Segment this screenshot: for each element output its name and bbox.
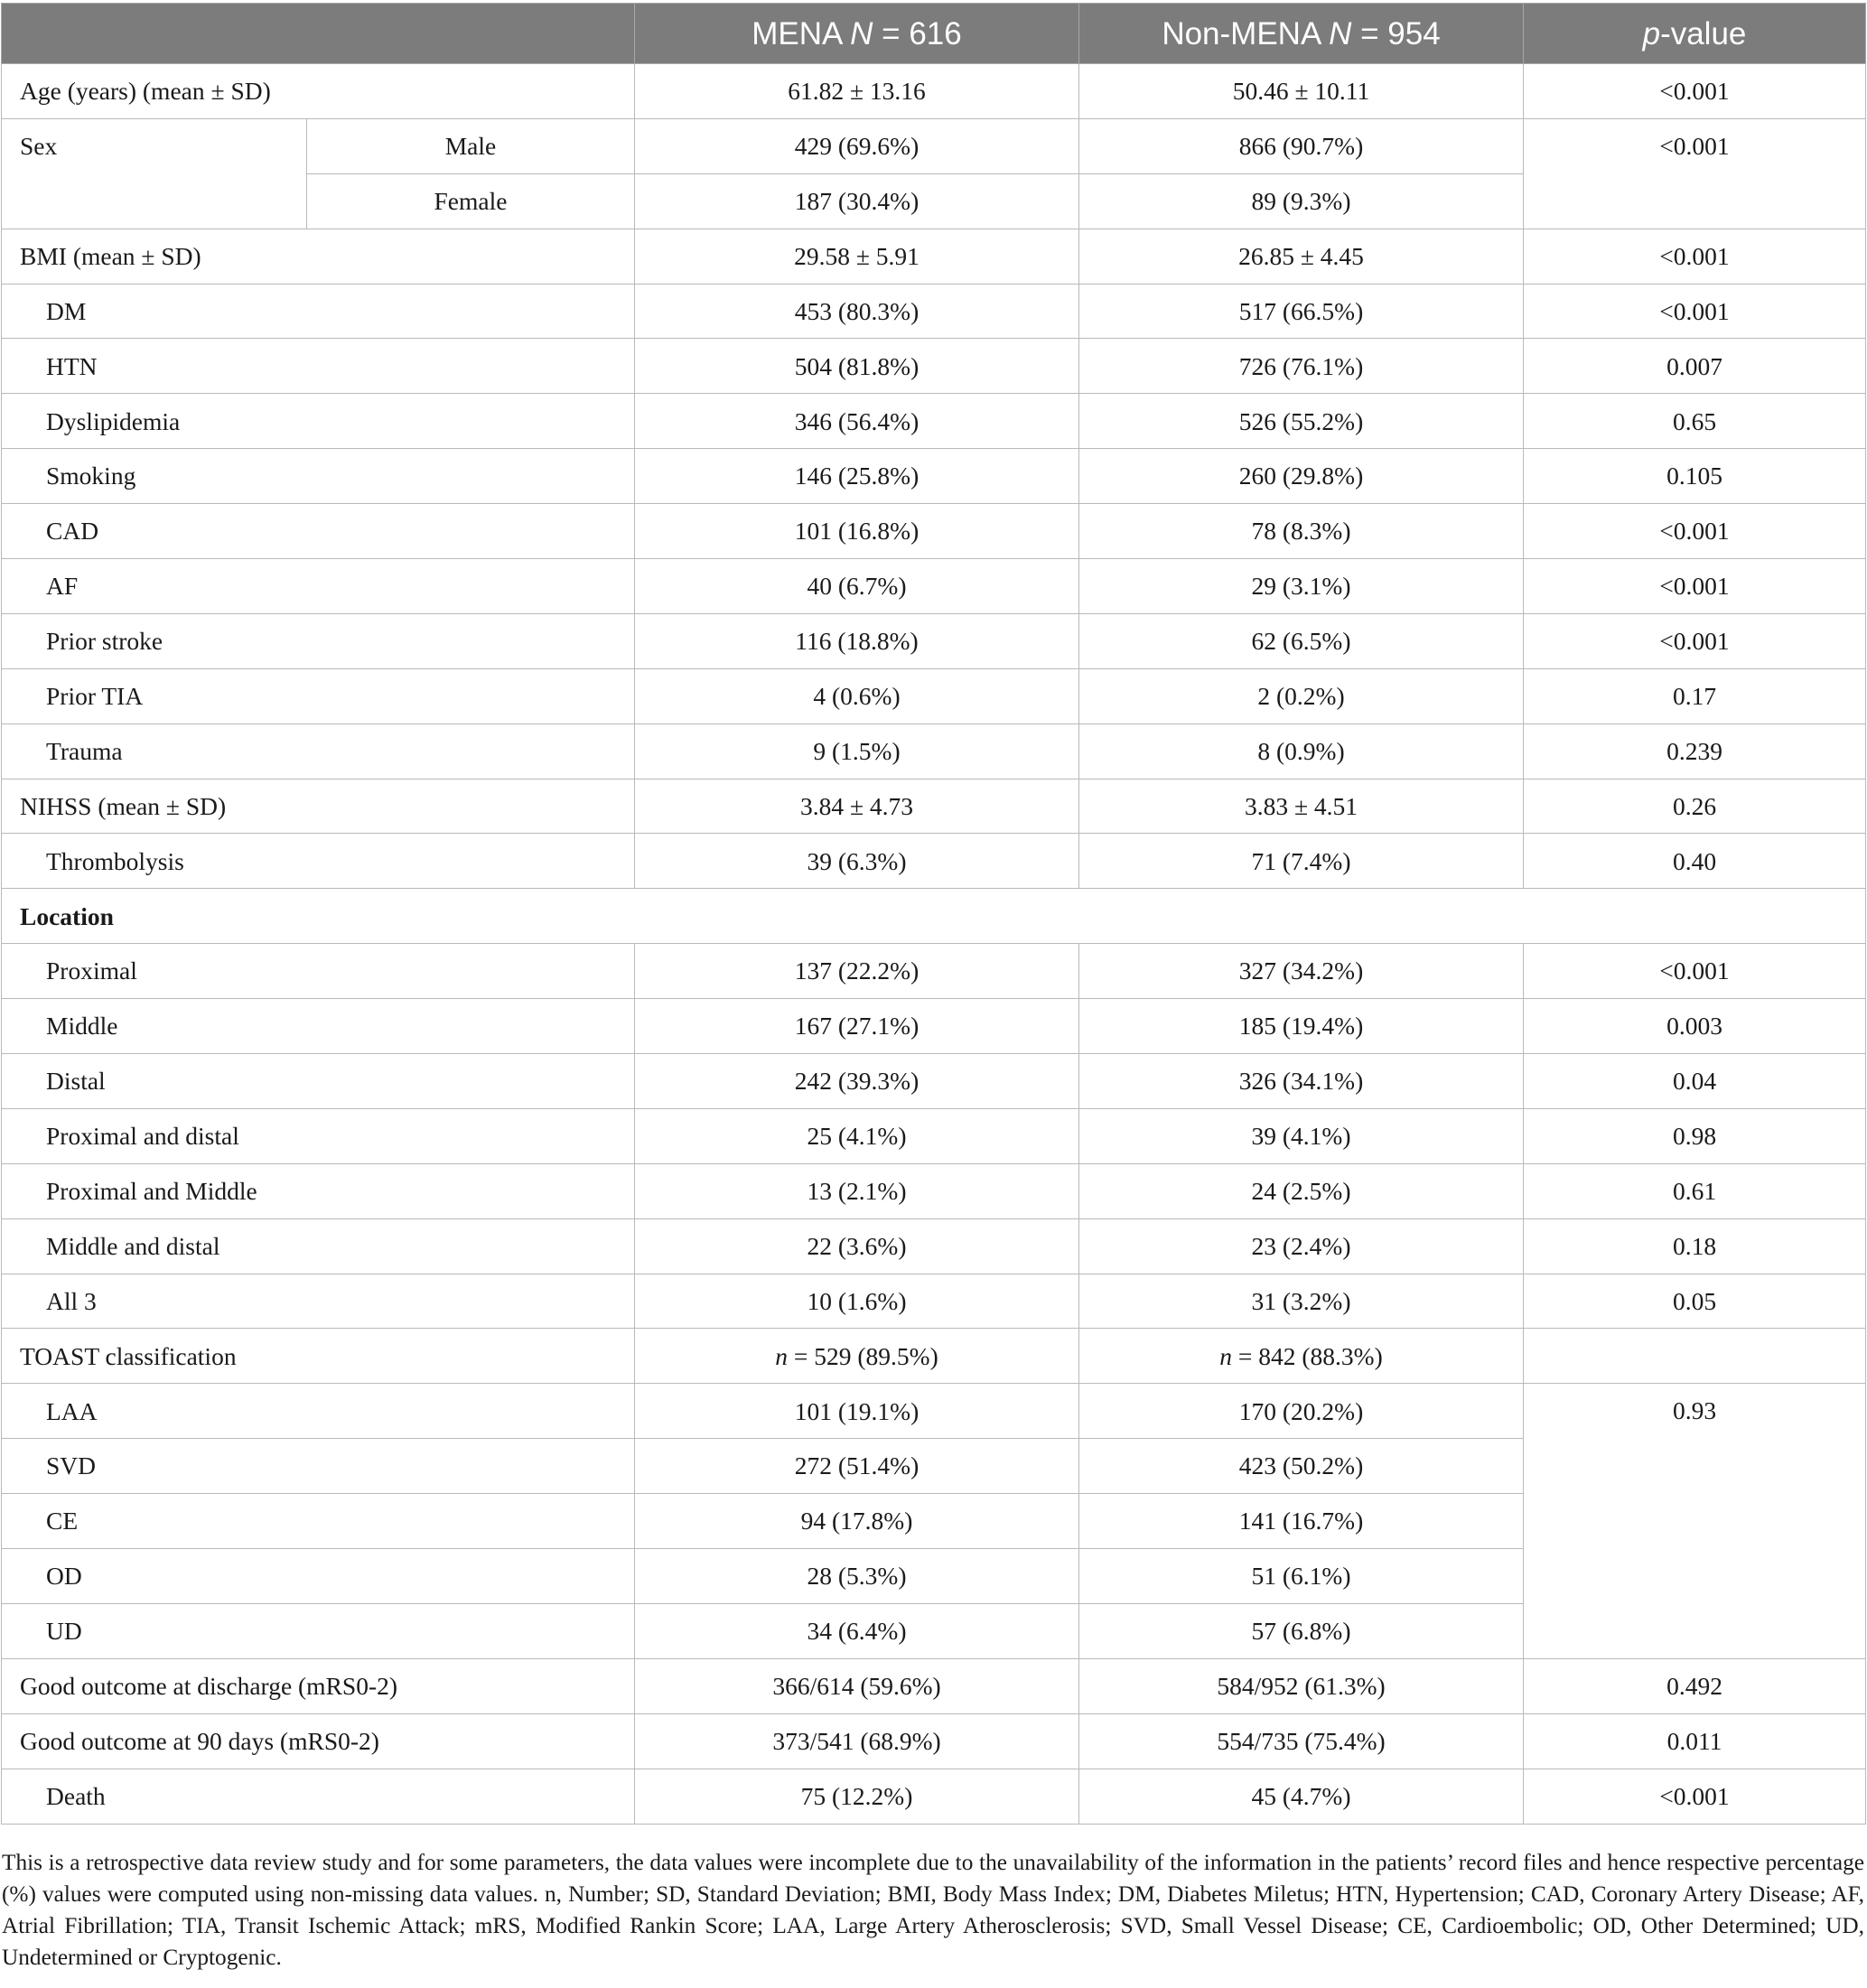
row-label: Smoking	[2, 449, 635, 504]
mena-value: 29.58 ± 5.91	[635, 229, 1079, 284]
mena-value: 101 (16.8%)	[635, 504, 1079, 559]
table-row-proximal	[2, 944, 1866, 999]
nonmena-value: 260 (29.8%)	[1079, 449, 1524, 504]
row-label: NIHSS (mean ± SD)	[2, 779, 635, 834]
row-label: DM	[2, 284, 635, 339]
mena-value: 116 (18.8%)	[635, 613, 1079, 668]
nonmena-value: 185 (19.4%)	[1079, 999, 1524, 1054]
mena-value: 373/541 (68.9%)	[635, 1713, 1079, 1769]
row-label: SVD	[2, 1439, 635, 1494]
toast-mena-n-symbol: n	[775, 1341, 788, 1370]
mena-value: 75 (12.2%)	[635, 1769, 1079, 1824]
table-body	[2, 64, 1866, 1825]
mena-value: 187 (30.4%)	[635, 173, 1079, 229]
row-label: HTN	[2, 339, 635, 394]
nonmena-value: 50.46 ± 10.11	[1079, 64, 1524, 119]
row-sublabel-male: Male	[307, 118, 635, 173]
p-value-sex: <0.001	[1524, 118, 1866, 229]
row-label: Dyslipidemia	[2, 394, 635, 449]
row-label: Good outcome at 90 days (mRS0-2)	[2, 1713, 635, 1769]
mena-value: 40 (6.7%)	[635, 559, 1079, 614]
mena-value: 346 (56.4%)	[635, 394, 1079, 449]
nonmena-value: 170 (20.2%)	[1079, 1384, 1524, 1439]
table-row-thrombolysis	[2, 834, 1866, 889]
table-row-prior-tia	[2, 668, 1866, 723]
row-label: BMI (mean ± SD)	[2, 229, 635, 284]
nonmena-value: 45 (4.7%)	[1079, 1769, 1524, 1824]
table-header	[2, 4, 1866, 64]
section-heading-location: Location	[2, 889, 1866, 944]
nonmena-value: 517 (66.5%)	[1079, 284, 1524, 339]
nonmena-value: 526 (55.2%)	[1079, 394, 1524, 449]
mena-value: 61.82 ± 13.16	[635, 64, 1079, 119]
p-value-empty	[1524, 1329, 1866, 1384]
table-row-good-outcome-discharge	[2, 1658, 1866, 1713]
nonmena-value: 39 (4.1%)	[1079, 1108, 1524, 1163]
header-p-suffix: -value	[1660, 15, 1747, 51]
p-value: 0.65	[1524, 394, 1866, 449]
header-p-value	[1524, 4, 1866, 64]
header-nonmena	[1079, 4, 1524, 64]
table-row-death	[2, 1769, 1866, 1824]
table-row-proximal-and-distal	[2, 1108, 1866, 1163]
p-value: 0.18	[1524, 1218, 1866, 1274]
nonmena-value: 726 (76.1%)	[1079, 339, 1524, 394]
p-value: 0.011	[1524, 1713, 1866, 1769]
row-label: UD	[2, 1603, 635, 1658]
p-value: <0.001	[1524, 229, 1866, 284]
header-p-symbol: p	[1642, 15, 1661, 51]
row-label: All 3	[2, 1274, 635, 1329]
table-row-proximal-and-middle	[2, 1163, 1866, 1218]
nonmena-value: 2 (0.2%)	[1079, 668, 1524, 723]
p-value: <0.001	[1524, 559, 1866, 614]
table-row-toast	[2, 1329, 1866, 1384]
table-row-good-outcome-90-days	[2, 1713, 1866, 1769]
p-value: <0.001	[1524, 284, 1866, 339]
table-footnote: This is a retrospective data review study and for some parameters, the data values were incomplete due to the unavailability of the information in the patients’ record files and hence respective percentage (%) values were computed using non-missing data values. n, Number; SD, Standard Deviation; BMI, Body Mass Index; DM, Diabetes Miletus; HTN, Hypertension; CAD, Coronary Artery Disease; AF, Atrial Fibrillation; TIA, Transit Ischemic Attack; mRS, Modified Rankin Score; LAA, Large Artery Atherosclerosis; SVD, Small Vessel Disease; CE, Cardioembolic; OD, Other Determined; UD, Undetermined or Cryptogenic.	[2, 1850, 1864, 1970]
nonmena-value: 57 (6.8%)	[1079, 1603, 1524, 1658]
mena-value: 146 (25.8%)	[635, 449, 1079, 504]
mena-value: 22 (3.6%)	[635, 1218, 1079, 1274]
row-label: CAD	[2, 504, 635, 559]
header-row	[2, 4, 1866, 64]
header-mena-n-symbol: N	[850, 15, 873, 51]
row-label: Distal	[2, 1054, 635, 1109]
row-label: CE	[2, 1494, 635, 1549]
nonmena-value: 51 (6.1%)	[1079, 1549, 1524, 1604]
table-row-distal	[2, 1054, 1866, 1109]
table-row-dm	[2, 284, 1866, 339]
nonmena-value: 24 (2.5%)	[1079, 1163, 1524, 1218]
mena-value: 272 (51.4%)	[635, 1439, 1079, 1494]
row-label: LAA	[2, 1384, 635, 1439]
table-row-location-heading	[2, 889, 1866, 944]
nonmena-value: 29 (3.1%)	[1079, 559, 1524, 614]
row-label: Middle and distal	[2, 1218, 635, 1274]
toast-nonmena-count: = 842 (88.3%)	[1232, 1341, 1383, 1370]
row-label: OD	[2, 1549, 635, 1604]
nonmena-value: 141 (16.7%)	[1079, 1494, 1524, 1549]
header-nonmena-n-symbol: N	[1329, 15, 1352, 51]
mena-value: 137 (22.2%)	[635, 944, 1079, 999]
row-label: Trauma	[2, 723, 635, 779]
row-label: Good outcome at discharge (mRS0-2)	[2, 1658, 635, 1713]
nonmena-value	[1079, 1329, 1524, 1384]
table-row-laa	[2, 1384, 1866, 1439]
table-row-htn	[2, 339, 1866, 394]
mena-value: 13 (2.1%)	[635, 1163, 1079, 1218]
table-row-middle	[2, 999, 1866, 1054]
p-value: 0.007	[1524, 339, 1866, 394]
nonmena-value: 23 (2.4%)	[1079, 1218, 1524, 1274]
header-blank-cell	[2, 4, 635, 64]
nonmena-value: 31 (3.2%)	[1079, 1274, 1524, 1329]
mena-value: 242 (39.3%)	[635, 1054, 1079, 1109]
mena-value: 25 (4.1%)	[635, 1108, 1079, 1163]
nonmena-value: 26.85 ± 4.45	[1079, 229, 1524, 284]
toast-nonmena-n-symbol: n	[1219, 1341, 1232, 1370]
row-label: Prior TIA	[2, 668, 635, 723]
mena-value: 34 (6.4%)	[635, 1603, 1079, 1658]
row-label: TOAST classification	[2, 1329, 635, 1384]
table-row-smoking	[2, 449, 1866, 504]
nonmena-value: 71 (7.4%)	[1079, 834, 1524, 889]
table-row-age	[2, 64, 1866, 119]
p-value: 0.105	[1524, 449, 1866, 504]
mena-value: 453 (80.3%)	[635, 284, 1079, 339]
p-value: <0.001	[1524, 504, 1866, 559]
header-mena-label: MENA	[751, 15, 842, 51]
p-value: <0.001	[1524, 64, 1866, 119]
mena-value: 429 (69.6%)	[635, 118, 1079, 173]
p-value: <0.001	[1524, 1769, 1866, 1824]
table-row-af	[2, 559, 1866, 614]
row-label-sex: Sex	[2, 118, 307, 229]
table-row-nihss	[2, 779, 1866, 834]
mena-value: 3.84 ± 4.73	[635, 779, 1079, 834]
nonmena-value: 584/952 (61.3%)	[1079, 1658, 1524, 1713]
mena-value: 9 (1.5%)	[635, 723, 1079, 779]
row-label: Proximal and Middle	[2, 1163, 635, 1218]
nonmena-value: 3.83 ± 4.51	[1079, 779, 1524, 834]
mena-value: 504 (81.8%)	[635, 339, 1079, 394]
nonmena-value: 89 (9.3%)	[1079, 173, 1524, 229]
table-row-prior-stroke	[2, 613, 1866, 668]
nonmena-value: 554/735 (75.4%)	[1079, 1713, 1524, 1769]
nonmena-value: 423 (50.2%)	[1079, 1439, 1524, 1494]
p-value: 0.239	[1524, 723, 1866, 779]
row-label: Proximal	[2, 944, 635, 999]
mena-value: 94 (17.8%)	[635, 1494, 1079, 1549]
p-value: 0.492	[1524, 1658, 1866, 1713]
mena-value: 167 (27.1%)	[635, 999, 1079, 1054]
mena-value	[635, 1329, 1079, 1384]
table-row-bmi	[2, 229, 1866, 284]
nonmena-value: 866 (90.7%)	[1079, 118, 1524, 173]
row-label: Thrombolysis	[2, 834, 635, 889]
p-value-toast: 0.93	[1524, 1384, 1866, 1658]
nonmena-value: 8 (0.9%)	[1079, 723, 1524, 779]
table-row-cad	[2, 504, 1866, 559]
row-label: Middle	[2, 999, 635, 1054]
header-nonmena-n-value: = 954	[1351, 15, 1441, 51]
table-row-middle-and-distal	[2, 1218, 1866, 1274]
row-label: Prior stroke	[2, 613, 635, 668]
row-label: AF	[2, 559, 635, 614]
p-value: 0.003	[1524, 999, 1866, 1054]
mena-value: 366/614 (59.6%)	[635, 1658, 1079, 1713]
mena-value: 101 (19.1%)	[635, 1384, 1079, 1439]
p-value: 0.61	[1524, 1163, 1866, 1218]
mena-value: 10 (1.6%)	[635, 1274, 1079, 1329]
table-row-sex-male	[2, 118, 1866, 173]
mena-value: 39 (6.3%)	[635, 834, 1079, 889]
table-row-trauma	[2, 723, 1866, 779]
p-value: 0.40	[1524, 834, 1866, 889]
nonmena-value: 78 (8.3%)	[1079, 504, 1524, 559]
p-value: <0.001	[1524, 613, 1866, 668]
header-mena-n-value: = 616	[873, 15, 962, 51]
p-value: 0.98	[1524, 1108, 1866, 1163]
row-label: Age (years) (mean ± SD)	[2, 64, 635, 119]
p-value: 0.17	[1524, 668, 1866, 723]
header-mena	[635, 4, 1079, 64]
nonmena-value: 62 (6.5%)	[1079, 613, 1524, 668]
row-label: Death	[2, 1769, 635, 1824]
nonmena-value: 326 (34.1%)	[1079, 1054, 1524, 1109]
row-label: Proximal and distal	[2, 1108, 635, 1163]
row-sublabel-female: Female	[307, 173, 635, 229]
nonmena-value: 327 (34.2%)	[1079, 944, 1524, 999]
table-row-dyslipidemia	[2, 394, 1866, 449]
mena-value: 4 (0.6%)	[635, 668, 1079, 723]
p-value: <0.001	[1524, 944, 1866, 999]
table-row-all-3	[2, 1274, 1866, 1329]
baseline-characteristics-table	[1, 3, 1866, 1825]
mena-value: 28 (5.3%)	[635, 1549, 1079, 1604]
header-nonmena-label: Non-MENA	[1162, 15, 1321, 51]
p-value: 0.05	[1524, 1274, 1866, 1329]
toast-mena-count: = 529 (89.5%)	[788, 1341, 938, 1370]
p-value: 0.04	[1524, 1054, 1866, 1109]
p-value: 0.26	[1524, 779, 1866, 834]
